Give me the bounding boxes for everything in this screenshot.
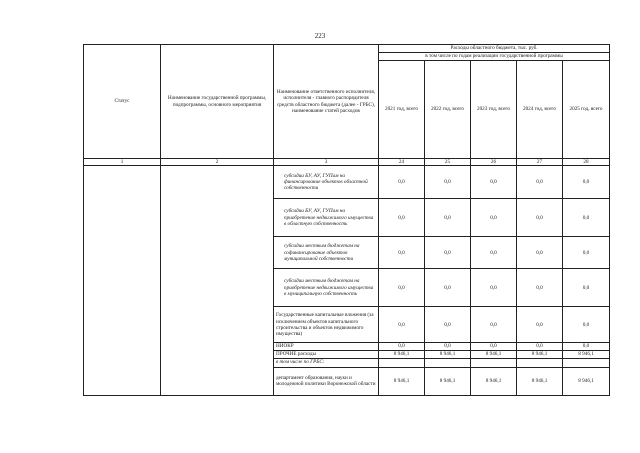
value-cell: 0,0: [471, 237, 517, 269]
value-cell: 8 946,1: [563, 350, 610, 358]
value-cell: 0,0: [471, 166, 517, 199]
row-label: в том числе по ГРБС:: [274, 358, 379, 367]
header-executor: Наименование ответственного исполнителя, исполнителя - главного распорядителя средств областного бюджета (далее - ГРБС), наименование статей расходов: [274, 45, 379, 159]
row-label: субсидии местным бюджетам на приобретение недвижимого имущества в муниципальную собственность: [274, 269, 379, 307]
value-cell: 8 946,1: [517, 367, 563, 395]
value-cell: 0,0: [517, 343, 563, 350]
value-cell: 0,0: [425, 166, 471, 199]
page-number: 223: [314, 32, 326, 40]
table-row: [84, 166, 610, 199]
column-number: 26: [471, 159, 517, 166]
row-label: субсидии БУ, АУ, ГУПам на приобретение недвижимого имущества в областную собственность: [274, 199, 379, 237]
value-cell: 0,0: [517, 307, 563, 343]
value-cell: 0,0: [379, 343, 425, 350]
value-cell: 0,0: [425, 343, 471, 350]
value-cell: 0,0: [563, 307, 610, 343]
header-year-2021: 2021 год, всего: [379, 61, 425, 159]
expenses-table: [83, 44, 610, 396]
value-cell: 0,0: [471, 269, 517, 307]
row-label: субсидии БУ, АУ, ГУПам на финансирование объектов областной собственности: [274, 166, 379, 199]
value-cell: [379, 358, 425, 367]
value-cell: [517, 358, 563, 367]
header-year-2025: 2025 год, всего: [563, 61, 610, 159]
value-cell: 0,0: [425, 307, 471, 343]
value-cell: 0,0: [471, 307, 517, 343]
value-cell: 0,0: [425, 199, 471, 237]
value-cell: [425, 358, 471, 367]
column-number: 1: [84, 159, 161, 166]
value-cell: 0,0: [563, 199, 610, 237]
column-number: 28: [563, 159, 610, 166]
column-number: 2: [161, 159, 274, 166]
value-cell: [563, 358, 610, 367]
column-number: 27: [517, 159, 563, 166]
value-cell: 8 946,1: [563, 367, 610, 395]
value-cell: 0,0: [471, 199, 517, 237]
status-cell: [84, 166, 161, 395]
value-cell: 0,0: [425, 237, 471, 269]
column-number: 24: [379, 159, 425, 166]
value-cell: 0,0: [517, 199, 563, 237]
value-cell: 0,0: [517, 269, 563, 307]
header-year-2023: 2023 год, всего: [471, 61, 517, 159]
value-cell: 8 946,1: [517, 350, 563, 358]
header-status: Статус: [84, 45, 161, 159]
value-cell: 8 946,1: [379, 350, 425, 358]
row-label: субсидии местным бюджетам на софинансирование объектов муниципальной собственности: [274, 237, 379, 269]
value-cell: 8 946,1: [471, 350, 517, 358]
value-cell: [471, 358, 517, 367]
value-cell: 0,0: [517, 166, 563, 199]
header-year-2022: 2022 год, всего: [425, 61, 471, 159]
value-cell: 0,0: [563, 237, 610, 269]
header-by-years: в том числе по годам реализации государственной программы: [379, 53, 610, 61]
value-cell: 0,0: [517, 237, 563, 269]
column-number: 3: [274, 159, 379, 166]
row-label: Государственные капитальные вложения (за исключением объектов капитального строительства и объектов недвижимого имущества): [274, 307, 379, 343]
row-label: департамент образования, науки и молодежной политики Воронежской области: [274, 367, 379, 395]
value-cell: 0,0: [471, 343, 517, 350]
value-cell: 0,0: [379, 269, 425, 307]
value-cell: 0,0: [379, 307, 425, 343]
value-cell: 8 946,1: [379, 367, 425, 395]
value-cell: 0,0: [379, 166, 425, 199]
header-expenses-title: Расходы областного бюджета, тыс. руб.: [379, 45, 610, 53]
value-cell: 0,0: [563, 166, 610, 199]
value-cell: 0,0: [379, 237, 425, 269]
value-cell: 0,0: [563, 343, 610, 350]
column-number-row: [84, 159, 610, 166]
row-label: НИОКР: [274, 343, 379, 350]
value-cell: 0,0: [563, 269, 610, 307]
header-year-2024: 2024 год, всего: [517, 61, 563, 159]
value-cell: 0,0: [379, 199, 425, 237]
program-name-cell: [161, 166, 274, 395]
value-cell: 8 946,1: [425, 350, 471, 358]
value-cell: 8 946,1: [425, 367, 471, 395]
value-cell: 8 946,1: [471, 367, 517, 395]
row-label: ПРОЧИЕ расходы: [274, 350, 379, 358]
column-number: 25: [425, 159, 471, 166]
value-cell: 0,0: [425, 269, 471, 307]
header-program-name: Наименование государственной программы, подпрограммы, основного мероприятия: [161, 45, 274, 159]
